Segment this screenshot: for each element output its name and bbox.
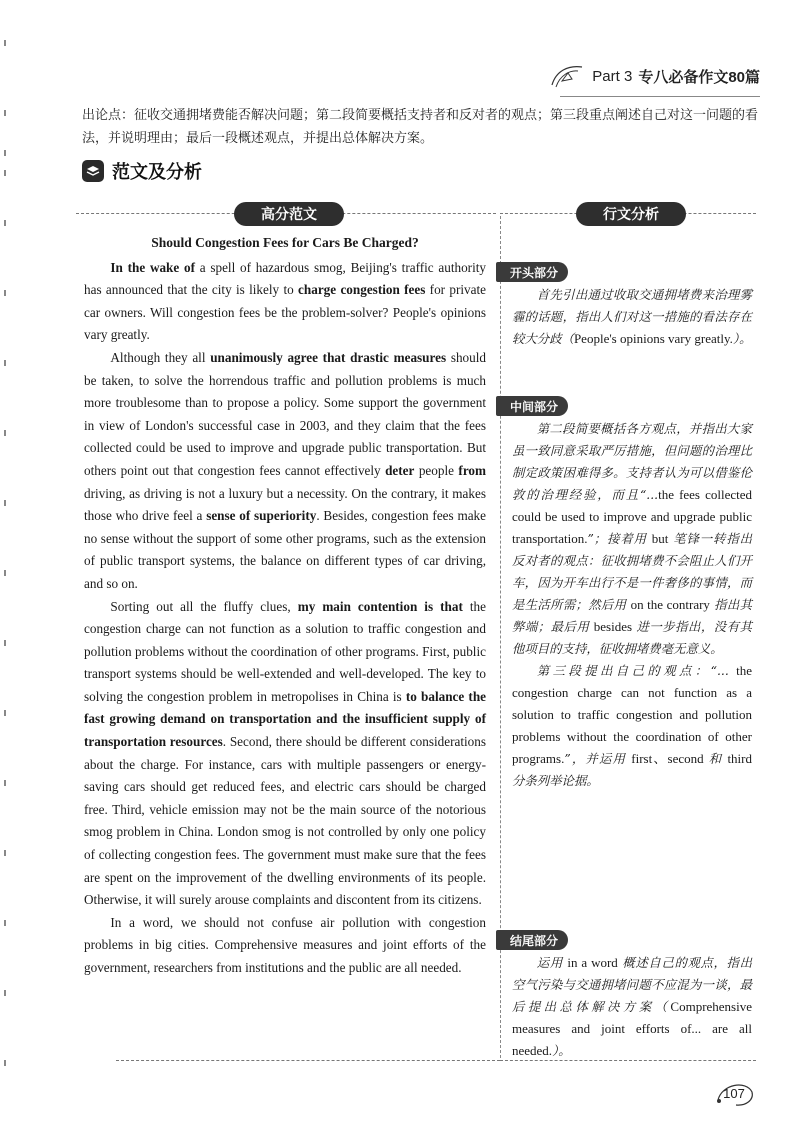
ending-analysis: 运用 in a word 概述自己的观点，指出空气污染与交通拥堵问题不应混为一谈，最后提出总体解决方案（Comprehensive measures and joint efforts of... are all needed.）。 xyxy=(512,955,752,1058)
opening-analysis: 首先引出通过收取交通拥堵费来治理雾霾的话题，指出人们对这一措施的看法存在较大分歧（People's opinions vary greatly.）。 xyxy=(512,287,752,346)
analysis-tag: 行文分析 xyxy=(576,202,686,226)
running-header xyxy=(548,56,760,96)
essay-paragraph-1: In the wake of a spell of hazardous smog, Beijing's traffic authority has announced that the city is likely to charge congestion fees for private car owners. Will congestion fees be the problem-solver? People's opinions vary greatly. xyxy=(84,259,486,343)
section-heading xyxy=(82,158,202,184)
opening-section-tag: 开头部分 xyxy=(496,262,568,282)
layers-icon xyxy=(82,160,104,182)
model-essay xyxy=(84,232,486,980)
swirl-decoration-icon xyxy=(548,61,586,91)
key-phrase: In the wake of xyxy=(110,259,195,275)
key-phrase: charge congestion fees xyxy=(298,282,426,298)
key-phrase: to balance the fast growing demand on transportation and the insufficient supply of transportation resources xyxy=(84,688,487,750)
binding-edge-marks xyxy=(4,20,8,1110)
essay-paragraph-2: Although they all unanimously agree that drastic measures should be taken, to solve the horrendous traffic and pollution problems is much more troublesome than to propose a policy. Some support the government in view of London's successful case in 2003, and they claim that the fees collected could be used to improve and upgrade public transportation. But others point out that congestion fees cannot effectively deter people from driving, as driving is not a luxury but a necessity. On the contrary, it makes those who drive feel a sense of superiority. Besides, congestion fees make no sense without the support of some other programs, such as the extension of public transport systems, the balance on different types of car driving, and so on. xyxy=(84,349,487,591)
key-phrase: sense of superiority xyxy=(206,508,317,524)
key-phrase: unanimously agree that drastic measures xyxy=(210,349,447,365)
middle-analysis: 第二段简要概括各方观点，并指出大家虽一致同意采取严厉措施，但问题的治理比制定政策困难得多。支持者认为可以借鉴伦敦的治理经验，而且“...the fees collected could be used to improve and upgrade public transportation.”；接着用 but 笔锋一转指出反对者的观点：征收拥堵费不会阻止人们开车，因为开车出行不是一件奢侈的事情，而是生活所需；然后用 on the contrary 指出其弊端；最后用 besides 进一步指出，没有其他项目的支持，征收拥堵费毫无意义。 第三段提出自己的观点：“... the congestion charge can not function as a solution to traffic congestion and pollution problems without the coordination of other programs.”，并运用 first、second 和 third 分条列举论据。 xyxy=(512,421,752,788)
key-phrase: my main contention is that xyxy=(297,598,463,614)
header-part: Part 3 xyxy=(592,67,633,85)
header-rule xyxy=(560,96,760,97)
middle-section-tag: 中间部分 xyxy=(496,396,568,416)
essay-paragraph-3: Sorting out all the fluffy clues, my main contention is that the congestion charge can not function as a solution to traffic congestion and pollution problems without the coordination of other programs. First, public transport systems should be well-extended and well-developed. The key to solving the congestion problem in metropolises in China is to balance the fast growing demand on transportation and the insufficient supply of transportation resources. Second, there should be different considerations about the charge. For instance, cars with multiple passengers or energy-saving cars should get reduced fees, and electric cars should be charged free. Third, vehicle emission may not be the main source of the notorious smog problem in China. London smog is not controlled by only one policy of collecting congestion fees. The government must make sure that the fees are spent on the improvement of the dwelling environments of its people. Otherwise, it will surely arouse complaints and discontent from its citizens. xyxy=(84,598,487,908)
ending-section-tag: 结尾部分 xyxy=(496,930,568,950)
key-phrase: deter xyxy=(385,462,415,478)
left-bottom-rule xyxy=(116,1060,500,1061)
section-title: 范文及分析 xyxy=(112,162,202,183)
header-title: 专八必备作文80篇 xyxy=(638,68,760,86)
model-essay-tag: 高分范文 xyxy=(234,202,344,226)
essay-paragraph-4: In a word, we should not confuse air pollution with congestion problems in big cities. Comprehensive measures and joint efforts of the government, researchers from institutions and the public are all needed. xyxy=(84,914,486,975)
page-number: 107 xyxy=(712,1078,756,1108)
essay-title: Should Congestion Fees for Cars Be Charged? xyxy=(151,235,419,250)
key-phrase: from xyxy=(458,462,487,478)
intro-paragraph: 出论点：征收交通拥堵费能否解决问题；第二段简要概括支持者和反对者的观点；第三段重点阐述自己对这一问题的看法，并说明理由；最后一段概述观点，并提出总体解决方案。 xyxy=(82,108,759,146)
